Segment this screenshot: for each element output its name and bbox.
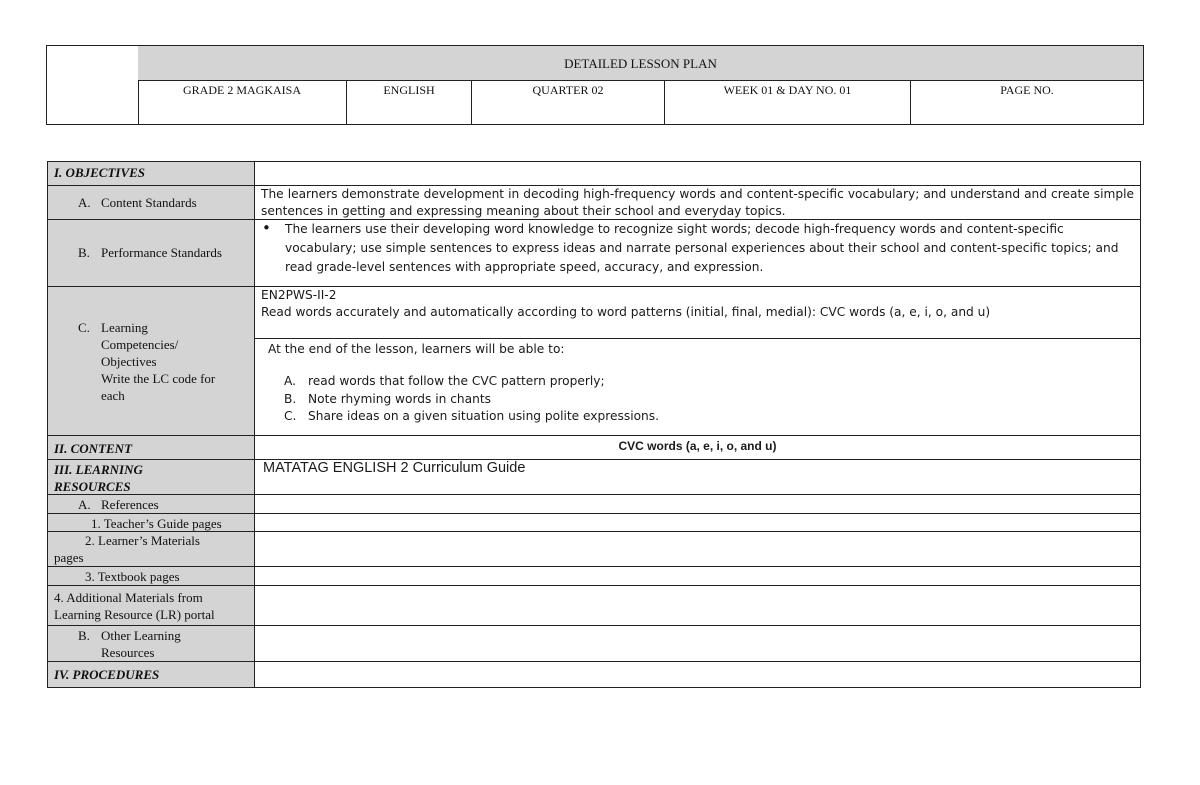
lc-code: EN2PWS-II-2 <box>261 288 337 302</box>
content-text: CVC words (a, e, i, o, and u) <box>618 439 777 453</box>
resources-row <box>48 460 1140 495</box>
lesson-plan-header <box>46 45 1144 125</box>
subject-cell <box>347 81 472 124</box>
performance-standards-text: • The learners use their developing word knowledge to recognize sight words; decode high-frequency words and content-specific vocabulary; use simple sentences to express ideas and narrate personal experiences about their school and content-specific topics; and read grade-level sentences with appropriate speed, accuracy, and expression. <box>285 220 1134 277</box>
page-no-cell <box>911 81 1143 124</box>
page-no: PAGE NO. <box>1000 83 1054 97</box>
procedures-row <box>48 662 1140 687</box>
learners-materials-line-1: 2. Learner’s Materials <box>85 533 200 548</box>
references-value <box>255 495 1140 513</box>
competencies-label-line-4: Write the LC code for <box>101 371 216 386</box>
objectives-list <box>284 373 1134 426</box>
performance-standards-row <box>48 220 1140 287</box>
content-row <box>48 436 1140 460</box>
additional-materials-line-1: 4. Additional Materials from <box>54 590 203 605</box>
content-standards-label-text: Content Standards <box>101 195 197 210</box>
references-label <box>48 495 255 513</box>
resources-heading-line-2: RESOURCES <box>54 479 131 494</box>
resources-heading-line-1: III. LEARNING <box>54 462 143 477</box>
objective-text: Note rhyming words in chants <box>308 391 491 406</box>
subject: ENGLISH <box>383 83 435 97</box>
other-resources-marker: B. <box>78 628 90 643</box>
objectives-block <box>268 341 1134 426</box>
performance-standards-label <box>48 220 255 286</box>
other-resources-line-1: Other Learning <box>101 628 181 643</box>
content-standards-row <box>48 186 1140 220</box>
competencies-label-lines <box>101 319 215 404</box>
objective-marker: C. <box>284 409 297 423</box>
performance-standards-label-text: Performance Standards <box>101 245 222 260</box>
objectives-heading: I. OBJECTIVES <box>48 162 255 185</box>
references-marker: A. <box>78 497 91 512</box>
textbook-row <box>48 567 1140 586</box>
competencies-divider <box>255 338 1140 339</box>
other-resources-label-lines <box>101 627 181 661</box>
resources-heading <box>48 460 255 494</box>
textbook-label: 3. Textbook pages <box>48 567 255 585</box>
grade-section: GRADE 2 MAGKAISA <box>182 83 301 97</box>
teachers-guide-row <box>48 514 1140 532</box>
lesson-plan-table <box>47 161 1141 688</box>
competencies-label-line-1: Learning <box>101 320 148 335</box>
references-row <box>48 495 1140 514</box>
objective-marker: A. <box>284 374 296 388</box>
objective-item <box>284 391 1134 409</box>
objectives-intro: At the end of the lesson, learners will be able to: <box>268 342 565 356</box>
objective-item <box>284 408 1134 426</box>
learners-materials-line-2: pages <box>54 550 84 565</box>
learners-materials-value <box>255 532 1140 566</box>
teachers-guide-value <box>255 514 1140 531</box>
performance-standards-value <box>255 220 1140 286</box>
references-label-text: References <box>101 497 159 512</box>
grade-section-cell <box>138 81 347 124</box>
teachers-guide-label: 1. Teacher’s Guide pages <box>48 514 255 531</box>
content-standards-label <box>48 186 255 219</box>
performance-standards-list <box>255 220 1140 277</box>
quarter: QUARTER 02 <box>532 83 604 97</box>
objective-text: read words that follow the CVC pattern properly; <box>308 374 605 388</box>
performance-standards-marker: B. <box>78 245 90 260</box>
additional-materials-row <box>48 586 1140 626</box>
competencies-row <box>48 287 1140 436</box>
content-standards-text: The learners demonstrate development in decoding high-frequency words and content-specific vocabulary; and understand and create simple sentences in getting and expressing meaning about their school and everyday topics. <box>261 187 1134 218</box>
learners-materials-label <box>48 532 255 566</box>
other-resources-row <box>48 626 1140 662</box>
competencies-label-line-2: Competencies/ <box>101 337 179 352</box>
lc-text: Read words accurately and automatically according to word patterns (initial, final, medial): CVC words (a, e, i, o, and u) <box>261 305 991 319</box>
competencies-label-line-5: each <box>101 388 125 403</box>
competencies-label-line-3: Objectives <box>101 354 157 369</box>
learners-materials-row <box>48 532 1140 567</box>
procedures-heading: IV. PROCEDURES <box>48 662 255 687</box>
quarter-cell <box>472 81 665 124</box>
textbook-value <box>255 567 1140 585</box>
additional-materials-label <box>48 586 255 625</box>
objectives-row <box>48 162 1140 186</box>
week-day-cell <box>665 81 911 124</box>
content-standards-marker: A. <box>78 195 91 210</box>
other-resources-value <box>255 626 1140 661</box>
objective-marker: B. <box>284 391 297 406</box>
additional-materials-line-2: Learning Resource (LR) portal <box>54 607 215 622</box>
logo-cell <box>47 46 139 124</box>
objectives-value <box>255 162 1140 185</box>
procedures-value <box>255 662 1140 687</box>
document-title: DETAILED LESSON PLAN <box>138 46 1143 81</box>
other-resources-line-2: Resources <box>101 645 155 660</box>
objective-text: Share ideas on a given situation using polite expressions. <box>308 409 659 423</box>
week-day: WEEK 01 & DAY NO. 01 <box>723 83 852 97</box>
other-resources-label <box>48 626 255 661</box>
objective-item <box>284 373 1134 391</box>
competencies-marker: C. <box>78 320 90 335</box>
additional-materials-value <box>255 586 1140 625</box>
lc-block <box>261 287 1134 321</box>
content-heading: II. CONTENT <box>48 436 255 459</box>
competencies-value <box>255 287 1140 435</box>
competencies-label <box>48 287 255 435</box>
curriculum-guide: MATATAG ENGLISH 2 Curriculum Guide <box>263 460 526 476</box>
